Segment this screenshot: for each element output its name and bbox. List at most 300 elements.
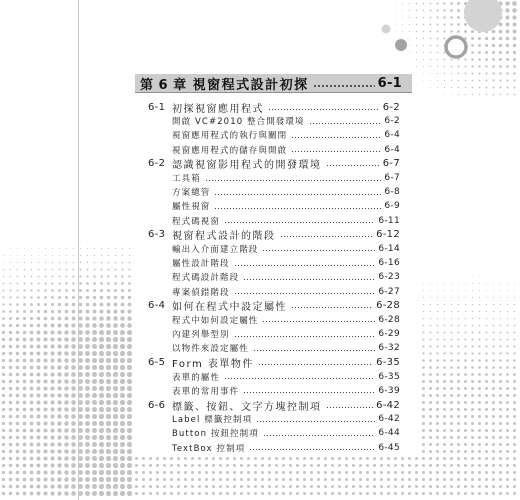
halftone-dot [2, 450, 5, 453]
halftone-dot [58, 275, 60, 277]
halftone-dot [122, 248, 123, 249]
halftone-dot [37, 289, 39, 291]
halftone-dot [113, 442, 118, 447]
halftone-dot [436, 352, 438, 354]
halftone-dot [93, 303, 97, 307]
page-number: 6-28 [378, 314, 400, 325]
halftone-dot [275, 478, 278, 481]
halftone-dot [87, 241, 88, 242]
section-title: 視窗程式設計的階段 [172, 231, 276, 243]
halftone-dot [429, 450, 432, 453]
halftone-dot [198, 478, 201, 481]
halftone-dot [30, 366, 34, 370]
halftone-dot [120, 330, 125, 335]
toc-subitem [135, 270, 412, 284]
halftone-dot [43, 344, 47, 348]
halftone-dot [513, 471, 516, 474]
halftone-dot [101, 241, 102, 242]
halftone-dot [85, 393, 90, 398]
toc-subitem [135, 313, 412, 327]
halftone-dot [492, 338, 494, 340]
halftone-dot [85, 400, 90, 405]
halftone-dot [106, 393, 111, 398]
halftone-dot [485, 415, 488, 418]
halftone-dot [37, 373, 41, 377]
halftone-dot [505, 1, 510, 6]
halftone-dot [51, 317, 55, 321]
halftone-dot [99, 449, 104, 454]
halftone-dot [99, 344, 104, 349]
halftone-dot [443, 380, 446, 383]
halftone-dot [101, 255, 102, 256]
halftone-dot [458, 318, 460, 320]
toc-section-heading [135, 100, 412, 114]
halftone-dot [450, 422, 453, 425]
halftone-dot [409, 45, 410, 46]
halftone-dot [478, 380, 481, 383]
dot-leader [224, 373, 375, 380]
halftone-dot [2, 373, 5, 376]
halftone-dot [122, 241, 123, 242]
halftone-dot [423, 10, 425, 12]
dot-leader [234, 331, 376, 338]
halftone-dot [50, 393, 54, 397]
halftone-dot [71, 407, 76, 412]
halftone-dot [177, 471, 180, 474]
halftone-dot [457, 408, 460, 411]
halftone-dot [458, 325, 460, 327]
halftone-dot [37, 380, 41, 384]
halftone-dot [415, 471, 418, 474]
halftone-dot [57, 365, 61, 369]
halftone-dot [492, 443, 495, 446]
halftone-dot [57, 330, 61, 334]
halftone-dot [9, 352, 12, 355]
halftone-dot [437, 66, 438, 67]
halftone-dot [99, 309, 103, 313]
subitem-title: Label 標籤控制項 [172, 415, 253, 426]
halftone-dot [58, 289, 61, 292]
halftone-dot [324, 457, 327, 460]
halftone-dot [99, 470, 104, 475]
halftone-dot [114, 282, 117, 285]
halftone-dot [471, 422, 474, 425]
halftone-dot [443, 373, 446, 376]
halftone-dot [513, 37, 517, 41]
halftone-dot [184, 464, 187, 467]
halftone-dot [30, 331, 34, 335]
halftone-dot [444, 94, 445, 95]
halftone-dot [240, 457, 243, 460]
halftone-dot [64, 358, 69, 363]
halftone-dot [436, 478, 439, 481]
halftone-dot [93, 282, 96, 285]
halftone-dot [30, 324, 34, 328]
page-number: 6-11 [378, 215, 400, 226]
halftone-dot [436, 422, 439, 425]
halftone-dot [64, 344, 69, 349]
halftone-dot [233, 471, 236, 474]
halftone-dot [394, 478, 397, 481]
halftone-dot [2, 338, 5, 341]
halftone-dot [471, 415, 474, 418]
halftone-dot [163, 485, 166, 488]
halftone-dot [443, 492, 446, 495]
halftone-dot [268, 485, 271, 488]
halftone-dot [464, 366, 467, 369]
halftone-dot [478, 37, 481, 40]
halftone-dot [120, 323, 125, 328]
halftone-dot [65, 310, 69, 314]
halftone-dot [261, 464, 264, 467]
halftone-dot [458, 80, 460, 82]
halftone-dot [43, 442, 47, 446]
halftone-dot [30, 394, 34, 398]
halftone-dot [37, 429, 41, 433]
halftone-dot [506, 51, 509, 54]
halftone-dot [43, 421, 47, 425]
halftone-dot [436, 387, 439, 390]
halftone-dot [430, 276, 431, 277]
halftone-dot [506, 429, 509, 432]
halftone-dot [59, 269, 61, 271]
halftone-dot [9, 485, 12, 488]
halftone-dot [507, 283, 508, 284]
halftone-dot [57, 379, 61, 383]
halftone-dot [429, 380, 432, 383]
halftone-dot [373, 492, 376, 495]
halftone-dot [99, 421, 104, 426]
halftone-dot [135, 457, 138, 460]
halftone-dot [99, 400, 104, 405]
halftone-dot [16, 331, 19, 334]
subitem-title: 專案偵錯階段 [172, 287, 230, 298]
halftone-dot [331, 471, 334, 474]
halftone-dot [423, 311, 424, 312]
halftone-dot [108, 255, 109, 256]
halftone-dot [87, 248, 88, 249]
halftone-dot [9, 345, 12, 348]
halftone-dot [507, 318, 509, 320]
halftone-dot [64, 470, 69, 475]
halftone-dot [423, 283, 424, 284]
halftone-dot [57, 470, 61, 474]
halftone-dot [275, 464, 278, 467]
halftone-dot [71, 379, 76, 384]
halftone-dot [80, 248, 81, 249]
halftone-dot [507, 297, 508, 298]
halftone-dot [457, 2, 460, 5]
halftone-dot [85, 435, 90, 440]
halftone-dot [429, 415, 432, 418]
halftone-dot [331, 485, 334, 488]
halftone-dot [268, 457, 271, 460]
halftone-dot [436, 2, 438, 4]
halftone-dot [471, 450, 474, 453]
section-title: 初探視窗應用程式 [172, 103, 264, 115]
halftone-dot [122, 262, 124, 264]
halftone-dot [106, 414, 111, 419]
halftone-dot [3, 290, 5, 292]
halftone-dot [352, 478, 355, 481]
halftone-dot [94, 255, 95, 256]
halftone-dot [514, 325, 516, 327]
halftone-dot [59, 255, 60, 256]
halftone-dot [289, 485, 292, 488]
halftone-dot [422, 373, 425, 376]
halftone-dot [422, 387, 425, 390]
halftone-dot [92, 316, 96, 320]
halftone-dot [436, 380, 439, 383]
halftone-dot [23, 415, 27, 419]
halftone-dot [422, 492, 425, 495]
halftone-dot [30, 317, 33, 320]
halftone-dot [57, 372, 61, 376]
halftone-dot [506, 436, 509, 439]
halftone-dot [429, 366, 432, 369]
halftone-dot [38, 248, 39, 249]
halftone-dot [282, 492, 285, 495]
halftone-dot [85, 463, 90, 468]
halftone-dot [23, 464, 27, 468]
halftone-dot [324, 485, 327, 488]
toc-section-heading [135, 355, 412, 369]
halftone-dot [422, 338, 424, 340]
halftone-dot [106, 309, 110, 313]
halftone-dot [506, 443, 509, 446]
toc-section [135, 100, 412, 157]
halftone-dot [99, 316, 103, 320]
halftone-dot [50, 407, 54, 411]
halftone-dot [120, 470, 125, 475]
halftone-dot [331, 464, 334, 467]
halftone-dot [493, 290, 494, 291]
halftone-dot [471, 338, 473, 340]
halftone-dot [100, 268, 102, 270]
halftone-dot [30, 352, 34, 356]
halftone-dot [23, 331, 27, 335]
halftone-dot [499, 429, 502, 432]
halftone-dot [296, 457, 299, 460]
halftone-dot [43, 449, 47, 453]
halftone-dot [451, 318, 453, 320]
halftone-dot [92, 449, 97, 454]
halftone-dot [10, 255, 11, 256]
halftone-dot [402, 17, 403, 18]
halftone-dot [23, 408, 27, 412]
halftone-dot [120, 400, 125, 405]
halftone-dot [71, 435, 76, 440]
halftone-dot [429, 443, 432, 446]
halftone-dot [106, 470, 111, 475]
halftone-dot [106, 435, 111, 440]
halftone-dot [429, 429, 432, 432]
halftone-dot [43, 358, 47, 362]
halftone-dot [106, 386, 111, 391]
halftone-dot [450, 485, 453, 488]
halftone-dot [37, 387, 41, 391]
halftone-dot [506, 387, 509, 390]
halftone-dot [135, 485, 138, 488]
halftone-dot [2, 485, 5, 488]
halftone-dot [478, 443, 481, 446]
halftone-dot [457, 450, 460, 453]
halftone-dot [465, 87, 467, 89]
halftone-dot [450, 450, 453, 453]
section-number: 6-4 [148, 300, 166, 312]
halftone-dot [282, 485, 285, 488]
halftone-dot [416, 45, 417, 46]
halftone-dot [430, 332, 432, 334]
halftone-dot [92, 323, 97, 328]
halftone-dot [86, 275, 88, 277]
halftone-dot [451, 332, 453, 334]
halftone-dot [471, 436, 474, 439]
halftone-dot [464, 450, 467, 453]
halftone-dot [492, 352, 494, 354]
halftone-dot [37, 296, 40, 299]
halftone-dot [113, 477, 118, 482]
halftone-dot [500, 283, 501, 284]
halftone-dot [2, 352, 5, 355]
halftone-dot [184, 492, 187, 495]
halftone-dot [513, 443, 516, 446]
halftone-dot [92, 386, 97, 391]
halftone-dot [31, 269, 33, 271]
halftone-dot [100, 282, 103, 285]
halftone-dot [499, 408, 502, 411]
halftone-dot [191, 464, 194, 467]
halftone-dot [99, 358, 104, 363]
halftone-dot [16, 457, 20, 461]
halftone-dot [128, 268, 130, 270]
halftone-dot [472, 297, 473, 298]
halftone-dot [120, 428, 125, 433]
halftone-dot [64, 365, 69, 370]
halftone-dot [23, 401, 27, 405]
halftone-dot [436, 394, 439, 397]
halftone-dot [513, 415, 516, 418]
halftone-dot [92, 421, 97, 426]
halftone-dot [408, 492, 411, 495]
halftone-dot [451, 87, 452, 88]
halftone-dot [457, 401, 460, 404]
halftone-dot [471, 478, 474, 481]
halftone-dot [58, 296, 61, 299]
halftone-dot [429, 471, 432, 474]
dot-leader [214, 189, 381, 196]
halftone-dot [99, 386, 104, 391]
toc-subitem [135, 199, 412, 213]
halftone-dot [23, 296, 25, 298]
halftone-dot [50, 351, 54, 355]
halftone-dot [423, 3, 425, 5]
halftone-dot [16, 471, 20, 475]
halftone-dot [156, 485, 159, 488]
halftone-dot [436, 429, 439, 432]
halftone-dot [16, 366, 20, 370]
halftone-dot [92, 379, 97, 384]
halftone-dot [499, 394, 502, 397]
halftone-dot [485, 72, 487, 74]
halftone-dot [492, 492, 495, 495]
halftone-dot [92, 435, 97, 440]
toc-subitem [135, 412, 412, 426]
halftone-dot [324, 471, 327, 474]
halftone-dot [507, 290, 508, 291]
halftone-dot [2, 394, 5, 397]
halftone-dot [506, 72, 508, 74]
halftone-dot [443, 338, 445, 340]
halftone-dot [422, 443, 425, 446]
halftone-dot [303, 478, 306, 481]
halftone-dot [479, 304, 480, 305]
halftone-dot [500, 318, 502, 320]
halftone-dot [485, 352, 487, 354]
halftone-dot [471, 37, 474, 40]
halftone-dot [184, 485, 187, 488]
halftone-dot [359, 464, 362, 467]
halftone-dot [113, 421, 118, 426]
halftone-dot [394, 492, 397, 495]
halftone-dot [416, 66, 417, 67]
halftone-dot [443, 478, 446, 481]
halftone-dot [485, 450, 488, 453]
halftone-dot [142, 492, 145, 495]
halftone-dot [430, 325, 432, 327]
halftone-dot [422, 422, 425, 425]
halftone-dot [120, 386, 125, 391]
halftone-dot [44, 303, 47, 306]
halftone-dot [254, 492, 257, 495]
halftone-dot [23, 436, 27, 440]
halftone-dot [451, 290, 452, 291]
halftone-dot [120, 379, 125, 384]
halftone-dot [478, 394, 481, 397]
halftone-dot [66, 248, 67, 249]
halftone-dot [65, 303, 68, 306]
halftone-dot [127, 351, 132, 356]
halftone-dot [513, 380, 516, 383]
halftone-dot [457, 387, 460, 390]
halftone-dot [59, 262, 61, 264]
halftone-dot [436, 16, 438, 18]
halftone-dot [479, 94, 481, 96]
halftone-dot [464, 380, 467, 383]
halftone-dot [106, 449, 111, 454]
halftone-dot [86, 303, 90, 307]
halftone-dot [394, 485, 397, 488]
halftone-dot [505, 8, 509, 12]
halftone-dot [92, 358, 97, 363]
halftone-dot [478, 450, 481, 453]
halftone-dot [465, 283, 466, 284]
halftone-dot [450, 394, 453, 397]
halftone-dot [73, 262, 75, 264]
halftone-dot [437, 94, 438, 95]
page-number: 6-45 [378, 442, 400, 453]
dot-leader [291, 146, 381, 153]
halftone-dot [149, 457, 152, 460]
halftone-dot [409, 10, 410, 11]
subitem-title: 表單的屬性 [172, 372, 221, 383]
halftone-dot [57, 484, 61, 488]
halftone-dot [113, 435, 118, 440]
halftone-dot [30, 345, 34, 349]
halftone-dot [2, 401, 5, 404]
halftone-dot [457, 394, 460, 397]
halftone-dot [402, 52, 403, 53]
